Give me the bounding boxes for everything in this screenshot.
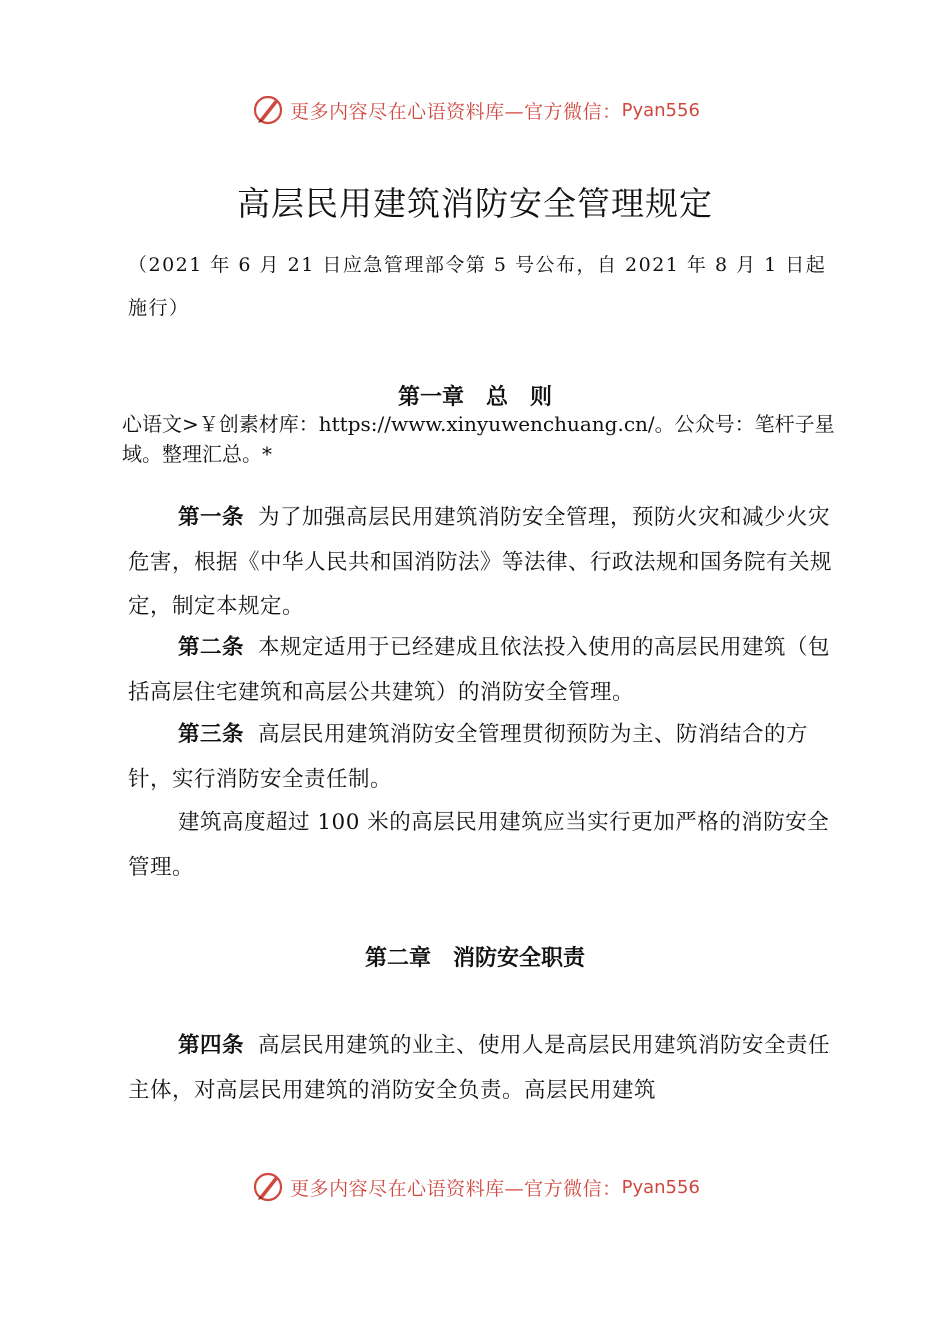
article-text: 建筑高度超过 100 米的高层民用建筑应当实行更加严格的消防安全管理。 bbox=[128, 810, 830, 880]
article-4 bbox=[128, 1024, 836, 1113]
article-label: 第二条 bbox=[178, 635, 245, 660]
article-label: 第四条 bbox=[178, 1033, 245, 1058]
article-label: 第三条 bbox=[178, 722, 245, 747]
source-note: 心语文>￥创素材库：https://www.xinyuwenchuang.cn/。公众号：笔杆子星域。整理汇总。* bbox=[122, 412, 835, 466]
chapter-one-heading: 第一章 总 则 bbox=[397, 385, 552, 410]
banner-text: 更多内容尽在心语资料库—官方微信： bbox=[290, 1177, 622, 1200]
pen-logo-icon bbox=[250, 1169, 286, 1205]
article-text: 本规定适用于已经建成且依法投入使用的高层民用建筑（包括高层住宅建筑和高层公共建筑）的消防安全管理。 bbox=[128, 635, 831, 705]
article-text: 高层民用建筑的业主、使用人是高层民用建筑消防安全责任主体，对高层民用建筑的消防安全负责。高层民用建筑 bbox=[128, 1033, 831, 1103]
header-banner bbox=[0, 90, 950, 130]
article-3 bbox=[128, 713, 836, 802]
banner-wechat-id: Pyan556 bbox=[621, 1176, 700, 1198]
chapter-two-heading: 第二章 消防安全职责 bbox=[364, 946, 585, 971]
article-text: 高层民用建筑消防安全管理贯彻预防为主、防消结合的方针，实行消防安全责任制。 bbox=[128, 722, 809, 792]
article-label: 第一条 bbox=[178, 505, 245, 530]
article-1 bbox=[128, 496, 836, 630]
banner-text: 更多内容尽在心语资料库—官方微信： bbox=[290, 100, 622, 123]
document-subtitle: （2021 年 6 月 21 日应急管理部令第 5 号公布，自 2021 年 8 月 1 日起施行） bbox=[128, 254, 827, 319]
document-title: 高层民用建筑消防安全管理规定 bbox=[237, 184, 713, 223]
article-3-paragraph-2 bbox=[128, 801, 836, 890]
footer-banner bbox=[0, 1167, 950, 1207]
banner-wechat-id: Pyan556 bbox=[621, 99, 700, 121]
article-2 bbox=[128, 626, 836, 715]
article-text: 为了加强高层民用建筑消防安全管理，预防火灾和减少火灾危害，根据《中华人民共和国消防法》等法律、行政法规和国务院有关规定，制定本规定。 bbox=[128, 505, 833, 619]
pen-logo-icon bbox=[250, 92, 286, 128]
